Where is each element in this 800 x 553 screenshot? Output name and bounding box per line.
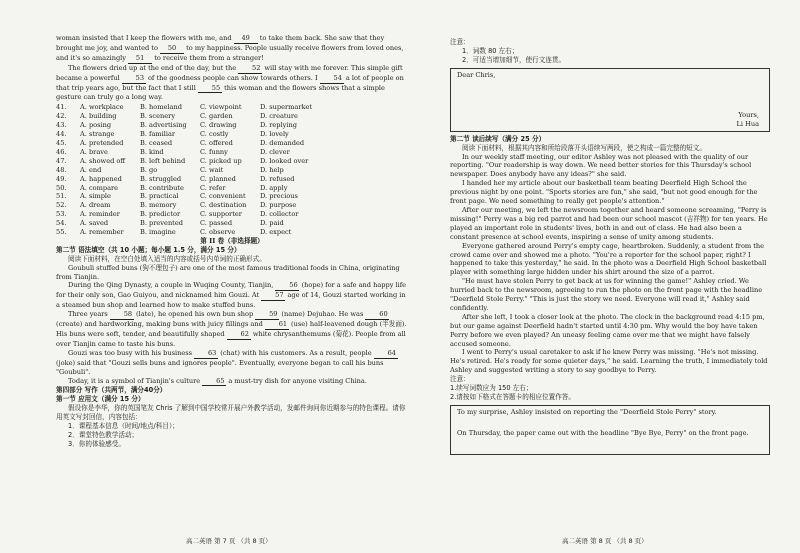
answer-option: B. contribute [140,183,184,192]
grammar-paragraph-4: Gouzi was too busy with his business 63 (chat) with his customers. As a result, people 64 (joke) said that "Gouzi sells buns and ignores people". Eventually, everyone began to call his buns "Goubuli". [56,348,396,376]
continuation-start-1: To my surprise, Ashley insisted on reporting the "Deerfield Stole Perry" story. [457,407,717,416]
grammar-paragraph-2: During the Qing Dynasty, a couple in Wuqing County, Tianjin, 56 (hope) for a safe and happy life for their only son, Gao Guiyou, and nicknamed him Gouzi. At 57 age of 14, Gouzi started working in a steamed bun shop and learned how to make stuffed buns. [56,281,407,310]
answer-option: A. remember [80,228,124,237]
answer-option: C. garden [200,112,233,121]
answer-option: A. reminder [80,210,120,219]
left-page [56,34,408,449]
question-number: 45. [56,138,67,147]
question-number: 42. [56,112,67,121]
answer-option: B. scenery [140,112,176,121]
practical-writing-title: 第一节 应用文（满分 15 分） [56,395,145,404]
answer-option: C. drawing [200,121,237,130]
page-7-footer: 高二英语 第 7 页 （共 8 页） [186,537,272,545]
answer-option: C. planned [200,174,236,183]
question-number: 46. [56,147,67,156]
answer-option: B. predictor [140,210,181,219]
story-paragraph: After our meeting, we left the newsroom together and heard someone screaming, "Perry is missing!" Perry was a big red parrot and had been our school mascot (吉祥物) for ten years. He played an important role in students' lives, both in and out of class. He had also been a constant presence at school events, inspiring a sense of unity among students. [450,205,768,241]
answer-option: C. costly [200,130,229,139]
cloze-options [56,103,408,237]
note-item: 2．可适当增加细节，使行文连贯。 [462,55,566,64]
story-paragraph: I went to Perry's usual caretaker to ask if he knew Perry was missing. "He's not missing. He's retired. He's ready for some quieter days," he said. Learning the truth, I immediately told Ashley and suggested writing a story to say goodbye to Perry. [450,348,768,375]
answer-option: A. compare [80,183,119,192]
answer-option: D. help [260,165,284,174]
volume-2-title: 第 II 卷（非选择题） [200,236,264,245]
continuation-instructions: 阅读下面材料，根据其内容和所给段落开头语续写两段，使之构成一篇完整的短文。 [462,143,706,152]
note-item: 1．词数 80 左右； [462,46,519,55]
answer-option: C. destination [200,201,247,210]
writing-part-title: 第四部分 写作（共两节，满分40分） [56,386,167,395]
answer-option: A. building [80,112,117,121]
answer-option: A. happened [80,174,122,183]
answer-option: D. apply [260,183,288,192]
answer-option: D. supermarket [260,103,313,112]
writing-point: 1．课程基本信息（时间/地点/科目）； [68,422,179,431]
answer-option: C. observe [200,228,236,237]
question-number: 54. [56,219,67,228]
grammar-paragraph-1: Goubuli stuffed buns (狗不理包子) are one of the most famous traditional foods in China, originating from Tianjin. [56,263,400,281]
letter-close: Yours, [738,110,759,119]
answer-option: B. imagine [140,228,176,237]
story-paragraph: After she left, I took a closer look at the photo. The clock in the background read 4:15 pm, but our game against Deerfield hadn't started until 4:30 pm. Why would the boy have taken Perry before we even played? An uneasy feeling came over me that we might have falsely accused someone. [450,312,765,348]
answer-option: A. strange [80,130,115,139]
answer-option: B. go [140,165,158,174]
story-paragraph: In our weekly staff meeting, our editor Ashley was not pleased with the quality of our reporting. "Our readership is way down. We need better stories for this Thursday's school newspaper. Does anybody have any ideas?" she said. [450,152,752,179]
writing-point: 2．课堂特色教学活动； [68,430,139,439]
answer-option: D. looked over [260,156,309,165]
letter-name: Li Hua [736,119,759,128]
answer-option: B. practical [140,192,179,201]
answer-option: D. demanded [260,138,305,147]
page-8-footer: 高二英语 第 8 页 （共 8 页） [562,537,648,545]
answer-option: D. purpose [260,201,297,210]
grammar-paragraph-3: Three years 58 (late), he opened his own bun shop 59 (name) Dejuhao. He was 60 (create) and hardworking, making buns with juicy fillings and 61 (use) half-leavened dough (半发面). His buns were soft, tender, and beautifully shaped 62 white chrysanthemums (菊花). People from all over Tianjin came to taste his buns. [56,310,407,348]
notes2-title: 注意： [450,375,470,384]
question-number: 53. [56,210,67,219]
answer-option: A. simple [80,192,111,201]
answer-option: B. ceased [140,138,173,147]
writing-point: 3．你的体验感受。 [68,439,125,448]
answer-option: C. funny [200,147,228,156]
grammar-paragraph-5: Today, it is a symbol of Tianjin's culture 65 a must-try dish for anyone visiting China. [68,376,367,385]
story-paragraph: Everyone gathered around Perry's empty cage, heartbroken. Suddenly, a student from the crowd came over and showed me a photo. "You're a reporter for the school paper, right? I happened to take this yesterday," he said. In the photo was a Deerfield High School basketball player with something large hidden under his shirt around the size of a parrot. [450,241,767,277]
question-number: 55. [56,228,67,237]
right-page [450,38,770,458]
note2-item: 1.续写词数应为 150 左右； [450,384,533,393]
answer-option: B. prevented [140,219,183,228]
answer-option: A. end [80,165,102,174]
story-paragraph: "He must have stolen Perry to get back at us for winning the game!" Ashley cried. We hurried back to the newsroom, agreeing to run the photo on the front page with the headline "Deerfield Stole Perry." "This is just the story we need. Everyone will read it," Ashley said confidently. [450,277,763,312]
answer-option: B. left behind [140,156,186,165]
continuation-answer-box [450,405,770,455]
grammar-section-title: 第二节 语法填空（共 10 小题；每小题 1.5 分，满分 15 分） [56,245,241,254]
letter-answer-box [450,68,770,132]
answer-option: D. clever [260,147,290,156]
answer-option: C. offered [200,138,233,147]
answer-option: D. expect [260,228,292,237]
notes-title: 注意： [450,38,470,46]
question-number: 44. [56,130,67,139]
answer-option: C. wait [200,165,224,174]
answer-option: A. brave [80,147,108,156]
question-number: 49. [56,174,67,183]
question-number: 50. [56,183,67,192]
answer-option: C. convenient [200,192,246,201]
answer-option: B. familiar [140,130,176,139]
answer-option: D. refused [260,174,295,183]
answer-option: A. saved [80,219,109,228]
question-number: 48. [56,165,67,174]
answer-option: C. refer [200,183,226,192]
question-number: 52. [56,201,67,210]
grammar-instructions: 阅读下面材料，在空白处填入适当的内容或括号内单词的正确形式。 [68,254,266,263]
continuation-start-2: On Thursday, the paper came out with the headline "Bye Bye, Perry" on the front page. [457,428,749,437]
answer-option: D. paid [260,219,284,228]
continuation-section-title: 第二节 读后续写（满分 25 分） [450,134,546,143]
answer-option: B. homeland [140,103,182,112]
answer-option: B. kind [140,147,164,156]
question-number: 43. [56,121,67,130]
cloze-paragraph-2: The flowers dried up at the end of the day, but the 52 will stay with me forever. This simple gift became a powerful 53 of the goodness people can show towards others. I 54 a lot of people on that trip years ago, but the fact that I still 55 this woman and the flowers shows that a simple gesture can truly go a long way. [56,63,404,102]
answer-option: C. supporter [200,210,242,219]
story-paragraph: I handed her my article about our basketball team beating Deerfield High School the previous night by one point. "Sports stories are fun," she said, "but not good enough for the front page. We need something to really get people's attention." [450,179,758,206]
answer-option: D. precious [260,192,298,201]
question-number: 51. [56,192,67,201]
answer-option: A. workplace [80,103,124,112]
answer-option: A. posing [80,121,112,130]
answer-option: A. showed off [80,156,126,165]
answer-option: A. dream [80,201,111,210]
answer-option: C. passed [200,219,233,228]
letter-signature [736,111,759,129]
note2-item: 2.请按如下格式在答题卡的相应位置作答。 [450,393,575,401]
question-number: 47. [56,156,67,165]
answer-option: C. picked up [200,156,242,165]
answer-option: D. lovely [260,130,289,139]
answer-option: B. advertising [140,121,187,130]
answer-option: A. pretended [80,138,124,147]
practical-writing-instructions: 假设你是李华，你的英国笔友 Chris 了解到中国学校常开展户外教学活动，发邮件询问你近期参与的特色课程。请你用英文写封回信，内容包括： [56,404,406,422]
cloze-paragraph-1: woman insisted that I keep the flowers with me, and 49 to take them back. She saw that they brought me joy, and wanted to 50 to my happiness. People usually receive flowers from loved ones, and it's so amazingly 51 to receive them from a stranger! [56,34,404,62]
question-number: 41. [56,103,67,112]
letter-greeting: Dear Chris, [457,70,496,79]
answer-option: B. memory [140,201,177,210]
answer-option: B. struggled [140,174,182,183]
answer-option: D. collector [260,210,299,219]
answer-option: D. creature [260,112,298,121]
answer-option: D. replying [260,121,297,130]
answer-option: C. viewpoint [200,103,242,112]
